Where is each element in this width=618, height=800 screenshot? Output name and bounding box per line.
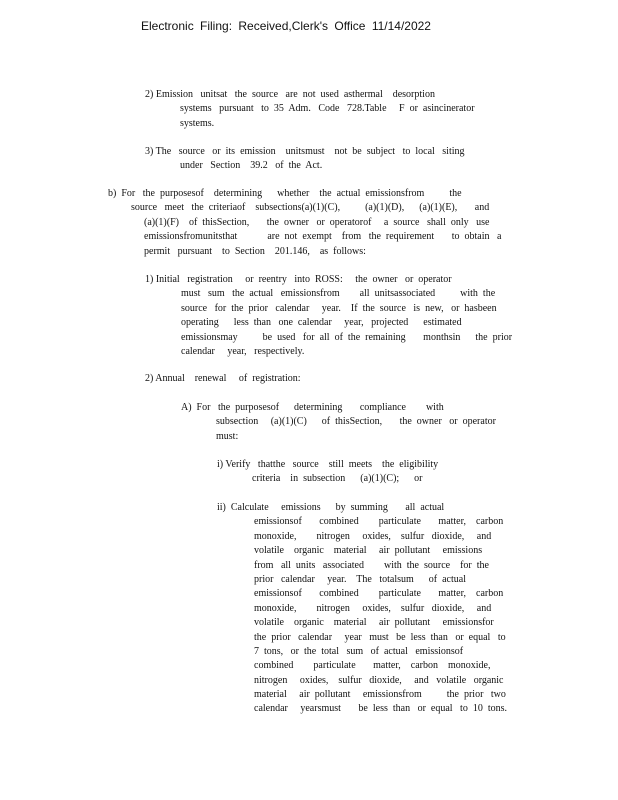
text-line: subsection (a)(1)(C) of thisSection, the owner or operator	[216, 416, 496, 428]
text-line: 1) Initial registration or reentry into ROSS: the owner or operator	[145, 274, 452, 285]
text-line: systems pursuant to 35 Adm. Code 728.Table F or asincinerator	[180, 103, 475, 115]
text-line: volatile organic material air pollutant emissionsfor	[254, 617, 494, 629]
text-line: b) For the purposesof determining whether the actual emissionsfrom the	[108, 188, 462, 199]
text-line: permit pursuant to Section 201.146, as follows:	[144, 245, 366, 257]
item-2-annual-renewal	[145, 372, 301, 386]
text-line: the prior calendar year must be less than or equal to	[254, 631, 506, 643]
text-line: from all units associated with the source for the	[254, 559, 489, 571]
text-line: under Section 39.2 of the Act.	[180, 160, 323, 172]
text-line: (a)(1)(F) of thisSection, the owner or operatorof a source shall only use	[144, 216, 490, 228]
item-3-local-siting	[145, 145, 465, 174]
text-line: material air pollutant emissionsfrom the prior two	[254, 689, 506, 701]
text-line: monoxide, nitrogen oxides, sulfur dioxide, and	[254, 602, 492, 614]
filing-header: Electronic Filing: Received,Clerk's Office 11/14/2022	[141, 19, 431, 33]
item-ii-calculate	[217, 501, 507, 717]
text-line: 2) Emission unitsat the source are not used asthermal desorption	[145, 89, 435, 100]
text-line: criteria in subsection (a)(1)(C); or	[252, 473, 423, 485]
text-line: must sum the actual emissionsfrom all unitsassociated with the	[181, 288, 496, 300]
text-line: emissionsof combined particulate matter, carbon	[254, 588, 504, 600]
item-i-verify	[217, 458, 438, 487]
item-A-compliance	[181, 401, 496, 444]
item-1-initial-registration	[145, 273, 512, 359]
text-line: combined particulate matter, carbon monoxide,	[254, 660, 491, 672]
text-line: 7 tons, or the total sum of actual emissionsof	[254, 645, 464, 657]
text-line: A) For the purposesof determining compliance with	[181, 402, 444, 413]
text-line: monoxide, nitrogen oxides, sulfur dioxide, and	[254, 530, 492, 542]
text-line: emissionsmay be used for all of the remaining monthsin the prior	[181, 331, 513, 343]
text-line: nitrogen oxides, sulfur dioxide, and volatile organic	[254, 674, 504, 686]
item-2-emission-units	[145, 88, 475, 131]
text-line: operating less than one calendar year, projected estimated	[181, 317, 462, 329]
text-line: volatile organic material air pollutant emissions	[254, 545, 483, 557]
item-b-purposes	[108, 187, 501, 259]
text-line: i) Verify thatthe source still meets the eligibility	[217, 459, 439, 470]
text-line: source for the prior calendar year. If the source is new, or hasbeen	[181, 302, 497, 314]
text-line: must:	[216, 430, 239, 442]
text-line: prior calendar year. The totalsum of actual	[254, 573, 466, 585]
text-line: systems.	[180, 117, 215, 129]
text-line: calendar yearsmust be less than or equal to 10 tons.	[254, 703, 507, 715]
text-line: 3) The source or its emission unitsmust not be subject to local siting	[145, 146, 465, 157]
text-line: emissionsfromunitsthat are not exempt from the requirement to obtain a	[144, 231, 502, 243]
text-line: 2) Annual renewal of registration:	[145, 373, 301, 384]
text-line: source meet the criteriaof subsections(a)(1)(C), (a)(1)(D), (a)(1)(E), and	[131, 202, 490, 214]
text-line: emissionsof combined particulate matter, carbon	[254, 516, 504, 528]
text-line: calendar year, respectively.	[181, 345, 305, 357]
text-line: ii) Calculate emissions by summing all actual	[217, 502, 445, 513]
